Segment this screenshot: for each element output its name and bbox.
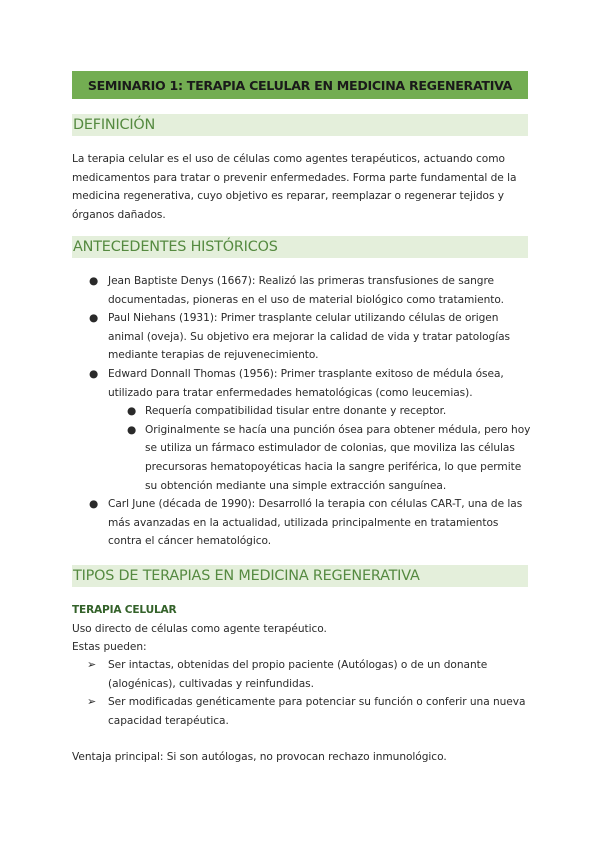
bullet-icon: ● [89, 367, 99, 380]
tipos-arrow-list [0, 656, 600, 730]
bullet-icon: ● [89, 498, 99, 511]
list-item-text: Ser intactas, obtenidas del propio paciente (Autólogas) o de un donante (alogénicas), cultivadas y reinfundidas. [108, 659, 488, 690]
list-item-text: Carl June (década de 1990): Desarrolló la terapia con células CAR-T, una de las más avanzadas en la actualidad, utilizada principalmente en tratamientos contra el cáncer hematológico. [108, 498, 523, 548]
list-item [87, 656, 532, 693]
tipos-line-1: Uso directo de células como agente terapéutico. [72, 623, 327, 635]
antecedentes-list [0, 272, 600, 551]
arrow-bullet-icon: ➢ [87, 658, 97, 671]
list-item-text: Paul Niehans (1931): Primer trasplante celular utilizando células de origen animal (oveja). Su objetivo era mejorar la calidad de vida y tratar patologías mediante terapias de rejuvenecimiento. [108, 312, 511, 362]
bullet-icon: ● [89, 312, 99, 325]
list-item [89, 309, 532, 365]
section-heading-tipos: TIPOS DE TERAPIAS EN MEDICINA REGENERATIVA [72, 565, 528, 587]
arrow-bullet-icon: ➢ [87, 695, 97, 709]
list-item-text: Jean Baptiste Denys (1667): Realizó las primeras transfusiones de sangre documentadas, pioneras en el uso de material biológico como tratamiento. [108, 275, 504, 306]
subheading-terapia-celular: TERAPIA CELULAR [72, 604, 177, 616]
definicion-paragraph: La terapia celular es el uso de células como agentes terapéuticos, actuando como medicamentos para tratar o prevenir enfermedades. Forma parte fundamental de la medicina regenerativa, cuyo objetivo es reparar, reemplazar o regenerar tejidos y órganos dañados. [72, 153, 517, 221]
ventaja-paragraph: Ventaja principal: Si son autólogas, no provocan rechazo inmunológico. [72, 751, 447, 763]
sub-list-item-text: Requería compatibilidad tisular entre donante y receptor. [145, 405, 447, 418]
list-item [89, 495, 532, 551]
list-item [89, 272, 532, 309]
sub-list-item [127, 421, 533, 495]
sub-list-item [127, 402, 533, 421]
section-heading-definicion: DEFINICIÓN [72, 114, 528, 136]
tipos-line-2: Estas pueden: [72, 641, 147, 653]
sub-bullet-icon: ● [127, 405, 137, 418]
section-heading-antecedentes: ANTECEDENTES HISTÓRICOS [72, 236, 528, 258]
list-item-text: Edward Donnall Thomas (1956): Primer trasplante exitoso de médula ósea, utilizado para tratar enfermedades hematológicas (como leucemias). [108, 367, 504, 399]
sub-bullet-icon: ● [127, 423, 137, 436]
sub-list-item-text: Originalmente se hacía una punción ósea para obtener médula, pero hoy se utiliza un fármaco estimulador de colonias, que moviliza las células precursoras hematopoyéticas hacia la sangre periférica, lo que permite su obtención mediante una simple extracción sanguínea. [145, 423, 531, 492]
document-title: SEMINARIO 1: TERAPIA CELULAR EN MEDICINA REGENERATIVA [72, 71, 528, 99]
list-item-text: Ser modificadas genéticamente para potenciar su función o conferir una nueva capacidad terapéutica. [108, 696, 526, 727]
list-item [87, 693, 532, 730]
bullet-icon: ● [89, 275, 99, 287]
list-item [89, 365, 532, 402]
